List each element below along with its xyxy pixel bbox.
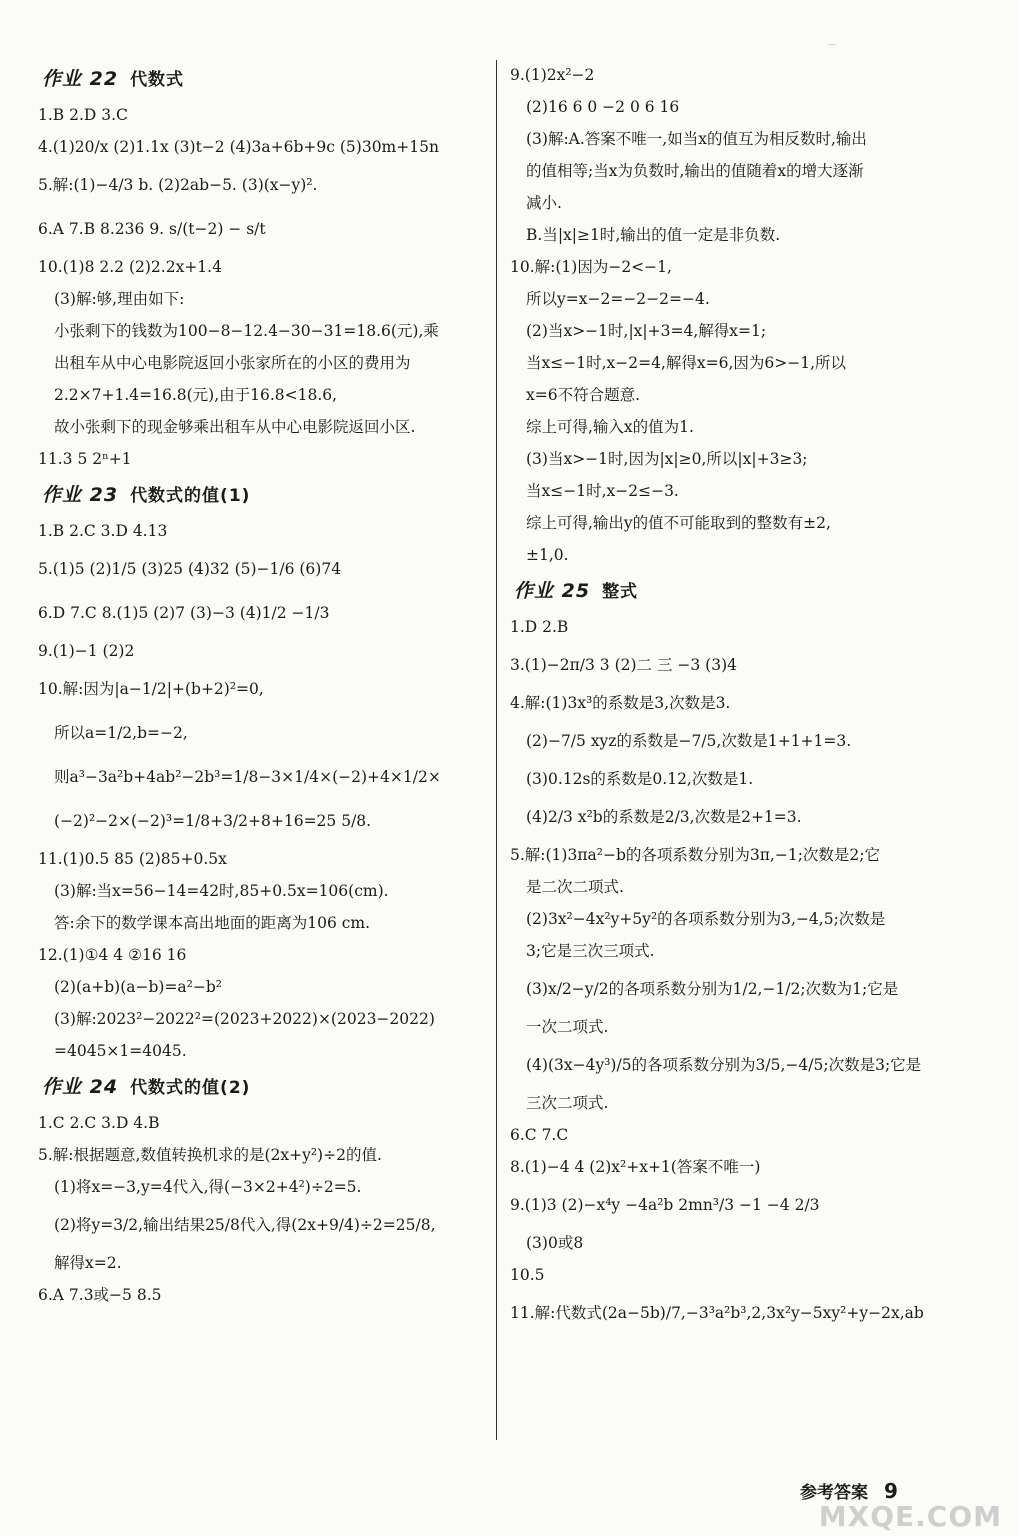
answer-line: (3)解:够,理由如下: [54,290,185,308]
answer-line: 10.(1)8 2.2 (2)2.2x+1.4 [38,258,222,276]
page-number: 9 [884,1479,898,1503]
answer-line: 6.D 7.C 8.(1)5 (2)7 (3)−3 (4)1/2 −1/3 [38,604,330,622]
answer-line: 则a³−3a²b+4ab²−2b³=1/8−3×1/4×(−2)+4×1/2× [54,768,441,786]
answer-line: 4.(1)20/x (2)1.1x (3)t−2 (4)3a+6b+9c (5)30m+15n [38,138,439,156]
answer-line: 所以y=x−2=−2−2=−4. [526,290,710,308]
answer-line: 10.5 [510,1266,545,1284]
section-title: 整式 [602,582,639,602]
answer-line: 6.A 7.B 8.236 9. s/(t−2) − s/t [38,220,266,238]
answer-line: 6.C 7.C [510,1126,569,1144]
answer-line: ±1,0. [526,546,569,564]
answer-line: (3)0.12s的系数是0.12,次数是1. [526,770,754,788]
answer-line: 三次二项式. [526,1094,609,1112]
answer-line: 6.A 7.3或−5 8.5 [38,1286,162,1304]
answer-line: 故小张剩下的现金够乘出租车从中心电影院返回小区. [54,418,416,436]
answer-line: (2)−7/5 xyz的系数是−7/5,次数是1+1+1=3. [526,732,852,750]
section-heading [510,580,638,603]
answer-line: 一次二项式. [526,1018,609,1036]
answer-line: (2)16 6 0 −2 0 6 16 [526,98,680,116]
answer-line: 当x≤−1时,x−2=4,解得x=6,因为6>−1,所以 [526,354,847,372]
answer-line: (1)将x=−3,y=4代入,得(−3×2+4²)÷2=5. [54,1178,362,1196]
answer-line: 9.(1)3 (2)−x⁴y −4a²b 2mn³/3 −1 −4 2/3 [510,1196,820,1214]
answer-line: 5.(1)5 (2)1/5 (3)25 (4)32 (5)−1/6 (6)74 [38,560,342,578]
section-title: 代数式 [130,70,185,90]
answer-line: 3;它是三次三项式. [526,942,655,960]
section-title: 代数式的值(1) [130,486,251,506]
section-number: 作业 25 [514,580,591,602]
answer-line: 的值相等;当x为负数时,输出的值随着x的增大逐渐 [526,162,864,180]
answer-line: (−2)²−2×(−2)³=1/8+3/2+8+16=25 5/8. [54,812,372,830]
section-title: 代数式的值(2) [130,1078,251,1098]
answer-line: (3)解:当x=56−14=42时,85+0.5x=106(cm). [54,882,389,900]
answer-line: 3.(1)−2π/3 3 (2)二 三 −3 (3)4 [510,656,737,674]
answer-line: 2.2×7+1.4=16.8(元),由于16.8<18.6, [54,386,338,404]
answer-line: 11.解:代数式(2a−5b)/7,−3³a²b³,2,3x²y−5xy²+y−2x,ab [510,1304,924,1322]
answer-line: (3)x/2−y/2的各项系数分别为1/2,−1/2;次数为1;它是 [526,980,899,998]
answer-line: 5.解:根据题意,数值转换机求的是(2x+y²)÷2的值. [38,1146,382,1164]
answer-line: 9.(1)2x²−2 [510,66,595,84]
answer-line: (2)当x>−1时,|x|+3=4,解得x=1; [526,322,767,340]
answer-line: 减小. [526,194,562,212]
section-heading [38,484,250,507]
answer-line: 是二次二项式. [526,878,624,896]
answer-line: (2)(a+b)(a−b)=a²−b² [54,978,223,996]
answer-line: (3)0或8 [526,1234,584,1252]
section-number: 作业 24 [42,1076,119,1098]
answer-line: 5.解:(1)3πa²−b的各项系数分别为3π,−1;次数是2;它 [510,846,881,864]
answer-line: 出租车从中心电影院返回小张家所在的小区的费用为 [54,354,411,372]
answer-line: (4)2/3 x²b的系数是2/3,次数是2+1=3. [526,808,802,826]
answer-line: (2)3x²−4x²y+5y²的各项系数分别为3,−4,5;次数是 [526,910,886,928]
answer-line: 1.D 2.B [510,618,569,636]
answer-line: 12.(1)①4 4 ②16 16 [38,946,187,964]
section-number: 作业 23 [42,484,119,506]
answer-line: 解得x=2. [54,1254,122,1272]
column-divider [496,60,497,1440]
section-number: 作业 22 [42,68,119,90]
answer-line: (3)当x>−1时,因为|x|≥0,所以|x|+3≥3; [526,450,808,468]
answer-line: 11.(1)0.5 85 (2)85+0.5x [38,850,227,868]
footer-label: 参考答案 [800,1483,868,1503]
answer-line: 综上可得,输入x的值为1. [526,418,694,436]
answer-line: 5.解:(1)−4/3 b. (2)2ab−5. (3)(x−y)². [38,176,318,194]
answer-line: 10.解:因为|a−1/2|+(b+2)²=0, [38,680,264,698]
answer-line: 综上可得,输出y的值不可能取到的整数有±2, [526,514,831,532]
answer-line: (4)(3x−4y³)/5的各项系数分别为3/5,−4/5;次数是3;它是 [526,1056,922,1074]
section-heading [38,1076,250,1099]
answer-line: 答:余下的数学课本高出地面的距离为106 cm. [54,914,371,932]
answer-line: B.当|x|≥1时,输出的值一定是非负数. [526,226,781,244]
answer-line: (3)解:2023²−2022²=(2023+2022)×(2023−2022) [54,1010,435,1028]
answer-line: =4045×1=4045. [54,1042,187,1060]
scan-mark: — [828,40,836,49]
answer-line: 11.3 5 2ⁿ+1 [38,450,132,468]
answer-line: 8.(1)−4 4 (2)x²+x+1(答案不唯一) [510,1158,761,1176]
answer-line: 4.解:(1)3x³的系数是3,次数是3. [510,694,731,712]
section-heading [38,68,184,91]
answer-line: 9.(1)−1 (2)2 [38,642,135,660]
answer-line: 1.B 2.D 3.C [38,106,128,124]
answer-line: 1.C 2.C 3.D 4.B [38,1114,160,1132]
answer-line: (2)将y=3/2,输出结果25/8代入,得(2x+9/4)÷2=25/8, [54,1216,436,1234]
answer-line: x=6不符合题意. [526,386,641,404]
answer-line: 当x≤−1时,x−2≤−3. [526,482,679,500]
answer-line: 所以a=1/2,b=−2, [54,724,188,742]
answer-line: 小张剩下的钱数为100−8−12.4−30−31=18.6(元),乘 [54,322,439,340]
answer-line: 1.B 2.C 3.D 4.13 [38,522,168,540]
answer-line: 10.解:(1)因为−2<−1, [510,258,672,276]
answer-line: (3)解:A.答案不唯一,如当x的值互为相反数时,输出 [526,130,867,148]
watermark: MXQE.COM [818,1500,1002,1533]
